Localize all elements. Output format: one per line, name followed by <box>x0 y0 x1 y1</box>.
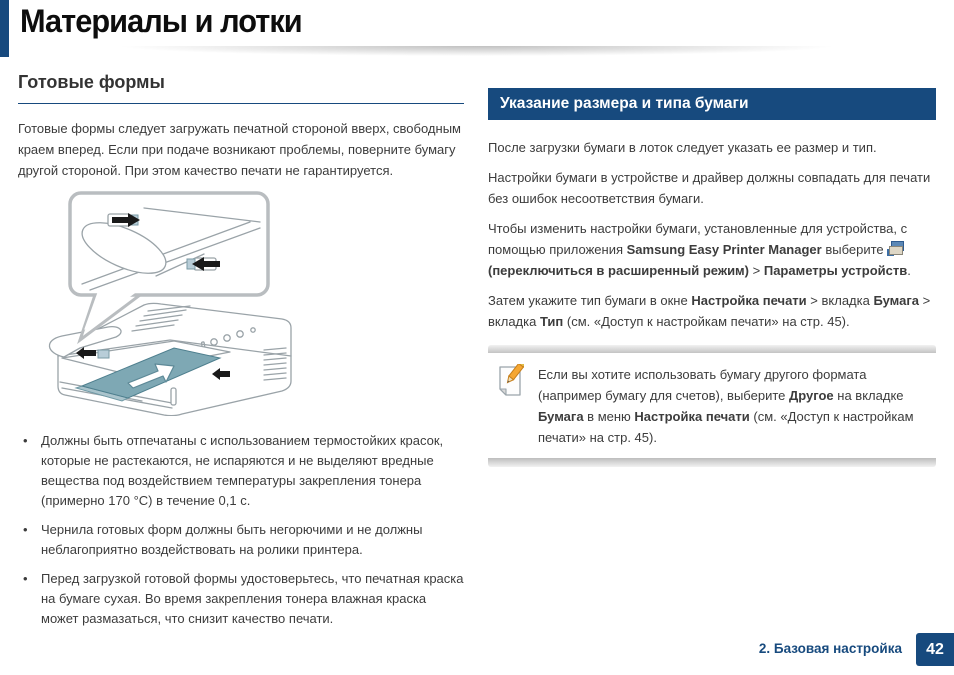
right-column <box>488 88 936 467</box>
note-icon <box>496 364 524 397</box>
paragraph: Настройки бумаги в устройстве и драйвер должны совпадать для печати без ошибок несоответствия бумаги. <box>488 170 931 206</box>
printer-illustration <box>24 190 464 421</box>
intro-paragraph: Готовые формы следует загружать печатной стороной вверх, свободным краем вперед. Если при подаче возникают проблемы, поверните бумагу другой стороной. При этом качество печати не гарантируется. <box>18 121 461 178</box>
bullet-list <box>18 431 464 629</box>
paragraph: После загрузки бумаги в лоток следует указать ее размер и тип. <box>488 140 877 155</box>
bullet-item: • Перед загрузкой готовой формы удостоверьтесь, что печатная краска на бумаге сухая. Во время закрепления тонера влажная краска может размазаться, что снизит качество печати. <box>18 569 464 629</box>
note-text: Если вы хотите использовать бумагу другого формата (например бумагу для счетов), выберите Другое на вкладке Бумага в меню Настройка печати (см. «Доступ к настройкам печати» на стр. 45). <box>538 367 914 445</box>
footer-section-label: 2. Базовая настройка <box>758 641 902 656</box>
note-content <box>488 353 936 458</box>
section-header: Указание размера и типа бумаги <box>488 88 936 120</box>
left-column <box>18 72 464 638</box>
page-number-badge: 42 <box>916 633 954 666</box>
note-box-bottom-border <box>488 458 936 467</box>
page-title: Материалы и лотки <box>20 3 302 39</box>
note-box-top-border <box>488 345 936 353</box>
title-shadow <box>0 46 954 60</box>
advanced-mode-icon <box>887 241 904 256</box>
section-heading: Готовые формы <box>18 72 464 104</box>
bullet-item: • Должны быть отпечатаны с использованием термостойких красок, которые не растекаются, не испаряются и не выделяют вредные вещества под воздействием температуры закрепления тонера (примерно 170 °C) в течение 0,1 с. <box>18 431 464 511</box>
bullet-item: • Чернила готовых форм должны быть негорючими и не должны неблагоприятно воздействовать на ролики принтера. <box>18 520 464 560</box>
note-box <box>488 345 936 467</box>
paragraph: Затем укажите тип бумаги в окне Настройка печати > вкладка Бумага > вкладка Тип (см. «Доступ к настройкам печати» на стр. 45). <box>488 293 931 329</box>
paragraph-with-icon: Чтобы изменить настройки бумаги, установленные для устройства, с помощью приложения Samsung Easy Printer Manager выберите (переключиться в расширенный режим) > Параметры устройств. <box>488 221 911 278</box>
printer-paper-loading-illustration <box>24 190 324 416</box>
